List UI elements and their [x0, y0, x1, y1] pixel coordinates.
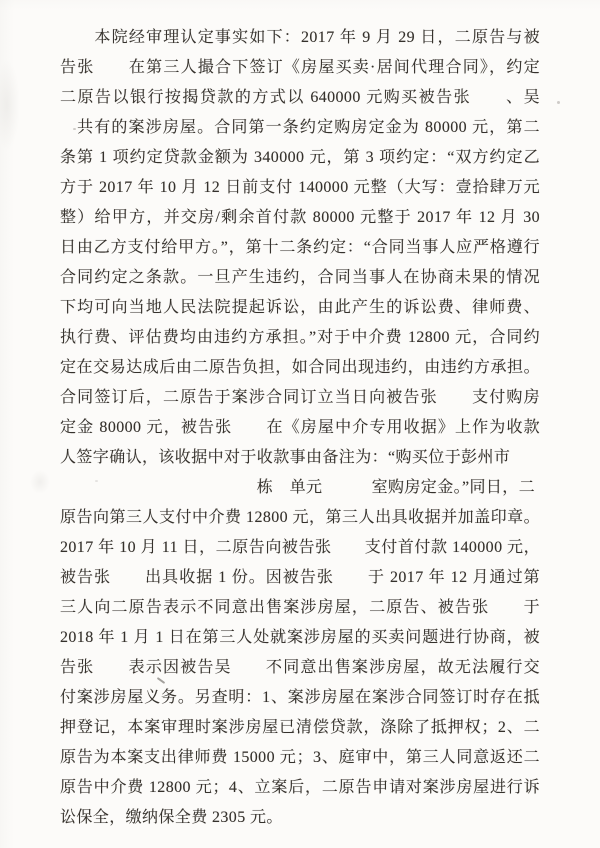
scan-speck: [95, 480, 98, 482]
scan-smudge: [0, 60, 20, 150]
text-line: 合同约定之条款。一旦产生违约，合同当事人在协商未果的情况: [60, 269, 540, 286]
text-line: 押登记，本案审理时案涉房屋已清偿贷款，涤除了抵押权；2、二: [60, 719, 540, 736]
text-line: 方于 2017 年 10 月 12 日前支付 140000 元整（大写：壹拾肆万元: [60, 179, 540, 196]
text-line: 讼保全，缴纳保全费 2305 元。: [60, 809, 283, 826]
scan-speck: [557, 101, 560, 104]
text-line: 原告为本案支出律师费 15000 元；3、庭审中，第三人同意返还二: [60, 749, 540, 766]
text-line: 本院经审理认定事实如下：2017 年 9 月 29 日，二原告与被: [60, 29, 540, 46]
text-line: 2018 年 1 月 1 日在第三人处就案涉房屋的买卖问题进行协商，被: [60, 629, 540, 646]
text-line: 整）给甲方，并交房/剩余首付款 80000 元整于 2017 年 12 月 30: [60, 209, 540, 226]
scan-speck: [73, 128, 76, 130]
text-line: 原告向第三人支付中介费 12800 元，第三人出具收据并加盖印章。: [60, 509, 540, 526]
text-line: 定金 80000 元，被告张 在《房屋中介专用收据》上作为收款: [60, 419, 540, 436]
text-line: 执行费、评估费均由违约方承担。”对于中介费 12800 元，合同约: [60, 329, 540, 346]
text-line: 共有的案涉房屋。合同第一条约定购房定金为 80000 元，第二: [60, 119, 540, 136]
text-line: 二原告以银行按揭贷款的方式以 640000 元购买被告张 、吴: [60, 89, 540, 106]
judgment-facts-text: [60, 23, 540, 833]
text-line: 三人向二原告表示不同意出售案涉房屋，二原告、被告张 于: [60, 599, 540, 616]
text-line: 告张 在第三人撮合下签订《房屋买卖·居间代理合同》，约定: [60, 59, 540, 76]
scan-smudge: [30, 470, 50, 494]
text-line: 告张 表示因被告吴 不同意出售案涉房屋，故无法履行交: [60, 659, 540, 676]
text-line: 栋 单元 室购房定金。”同日，二: [60, 479, 536, 496]
text-line: 2017 年 10 月 11 日，二原告向被告张 支付首付款 140000 元，: [60, 539, 540, 556]
text-line: 条第 1 项约定贷款金额为 340000 元，第 3 项约定：“双方约定乙: [60, 149, 540, 166]
text-line: 日由乙方支付给甲方。”，第十二条约定：“合同当事人应严格遵行: [60, 239, 540, 256]
text-line: 付案涉房屋义务。另查明：1、案涉房屋在案涉合同签订时存在抵: [60, 689, 540, 706]
text-line: 被告张 出具收据 1 份。因被告张 于 2017 年 12 月通过第: [60, 569, 540, 586]
text-line: 合同签订后，二原告于案涉合同订立当日向被告张 支付购房: [60, 389, 540, 406]
text-line: 定在交易达成后由二原告负担，如合同出现违约，由违约方承担。: [60, 359, 540, 376]
text-line: 人签字确认，该收据中对于收款事由备注为：“购买位于彭州市: [60, 449, 511, 466]
text-line: 下均可向当地人民法院提起诉讼，由此产生的诉讼费、律师费、: [60, 299, 540, 316]
text-line: 原告中介费 12800 元；4、立案后，二原告申请对案涉房屋进行诉: [60, 779, 540, 796]
